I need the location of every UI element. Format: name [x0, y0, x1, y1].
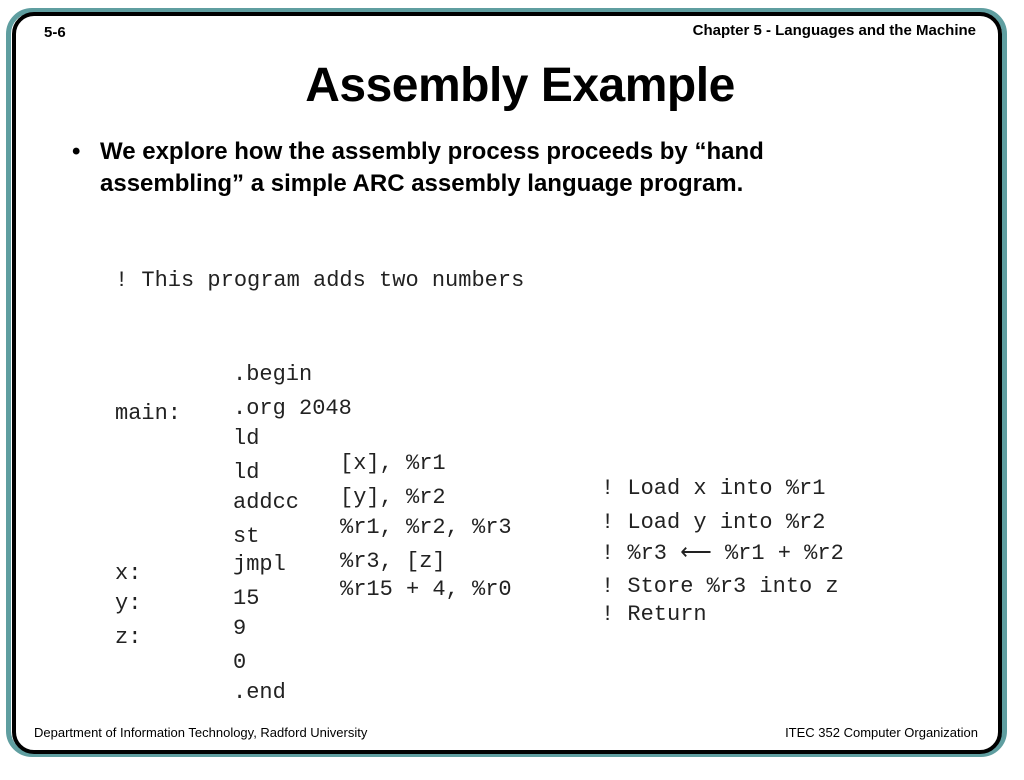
- code-comment: ! Load y into %r2: [601, 510, 826, 535]
- code-label: main:: [115, 401, 182, 426]
- code-op: addcc: [233, 490, 300, 515]
- code-line: [115, 630, 286, 705]
- bullet-text: We explore how the assembly process proceeds by “hand assembling” a simple ARC assembly language program.: [100, 138, 764, 197]
- code-label: x:: [115, 561, 142, 586]
- code-op: .org 2048: [233, 396, 352, 421]
- slide-number: 5-6: [44, 24, 66, 41]
- code-comment: ! Load x into %r1: [601, 476, 826, 501]
- code-args: %r15 + 4, %r0: [340, 577, 512, 602]
- code-args: [y], %r2: [340, 485, 446, 510]
- code-comment: ! Store %r3 into z: [601, 574, 839, 599]
- bullet-point: [72, 136, 912, 200]
- code-line: [115, 312, 313, 387]
- bullet-icon: •: [72, 138, 81, 165]
- code-header-comment: ! This program adds two numbers: [115, 268, 525, 293]
- code-args: %r3, [z]: [340, 549, 446, 574]
- code-op: 15: [233, 586, 260, 611]
- code-label: z:: [115, 625, 142, 650]
- code-op: .end: [233, 680, 286, 705]
- slide-title: Assembly Example: [305, 59, 735, 112]
- code-op: ld: [233, 426, 260, 451]
- code-args: %r1, %r2, %r3: [340, 515, 512, 540]
- code-op: 9: [233, 616, 247, 641]
- code-args: [x], %r1: [340, 451, 446, 476]
- code-comment: ! Return: [601, 602, 707, 627]
- code-op: ld: [233, 460, 260, 485]
- chapter-title: Chapter 5 - Languages and the Machine: [692, 22, 976, 39]
- code-op: .begin: [233, 362, 313, 387]
- code-comment: ! %r3 ⟵ %r1 + %r2: [601, 541, 844, 566]
- code-op: 0: [233, 650, 247, 675]
- code-op: st: [233, 524, 260, 549]
- footer-course: ITEC 352 Computer Organization: [785, 725, 978, 740]
- code-op: jmpl: [233, 552, 286, 577]
- code-label: y:: [115, 591, 142, 616]
- code-line: [115, 600, 247, 675]
- footer-department: Department of Information Technology, Radford University: [34, 725, 368, 740]
